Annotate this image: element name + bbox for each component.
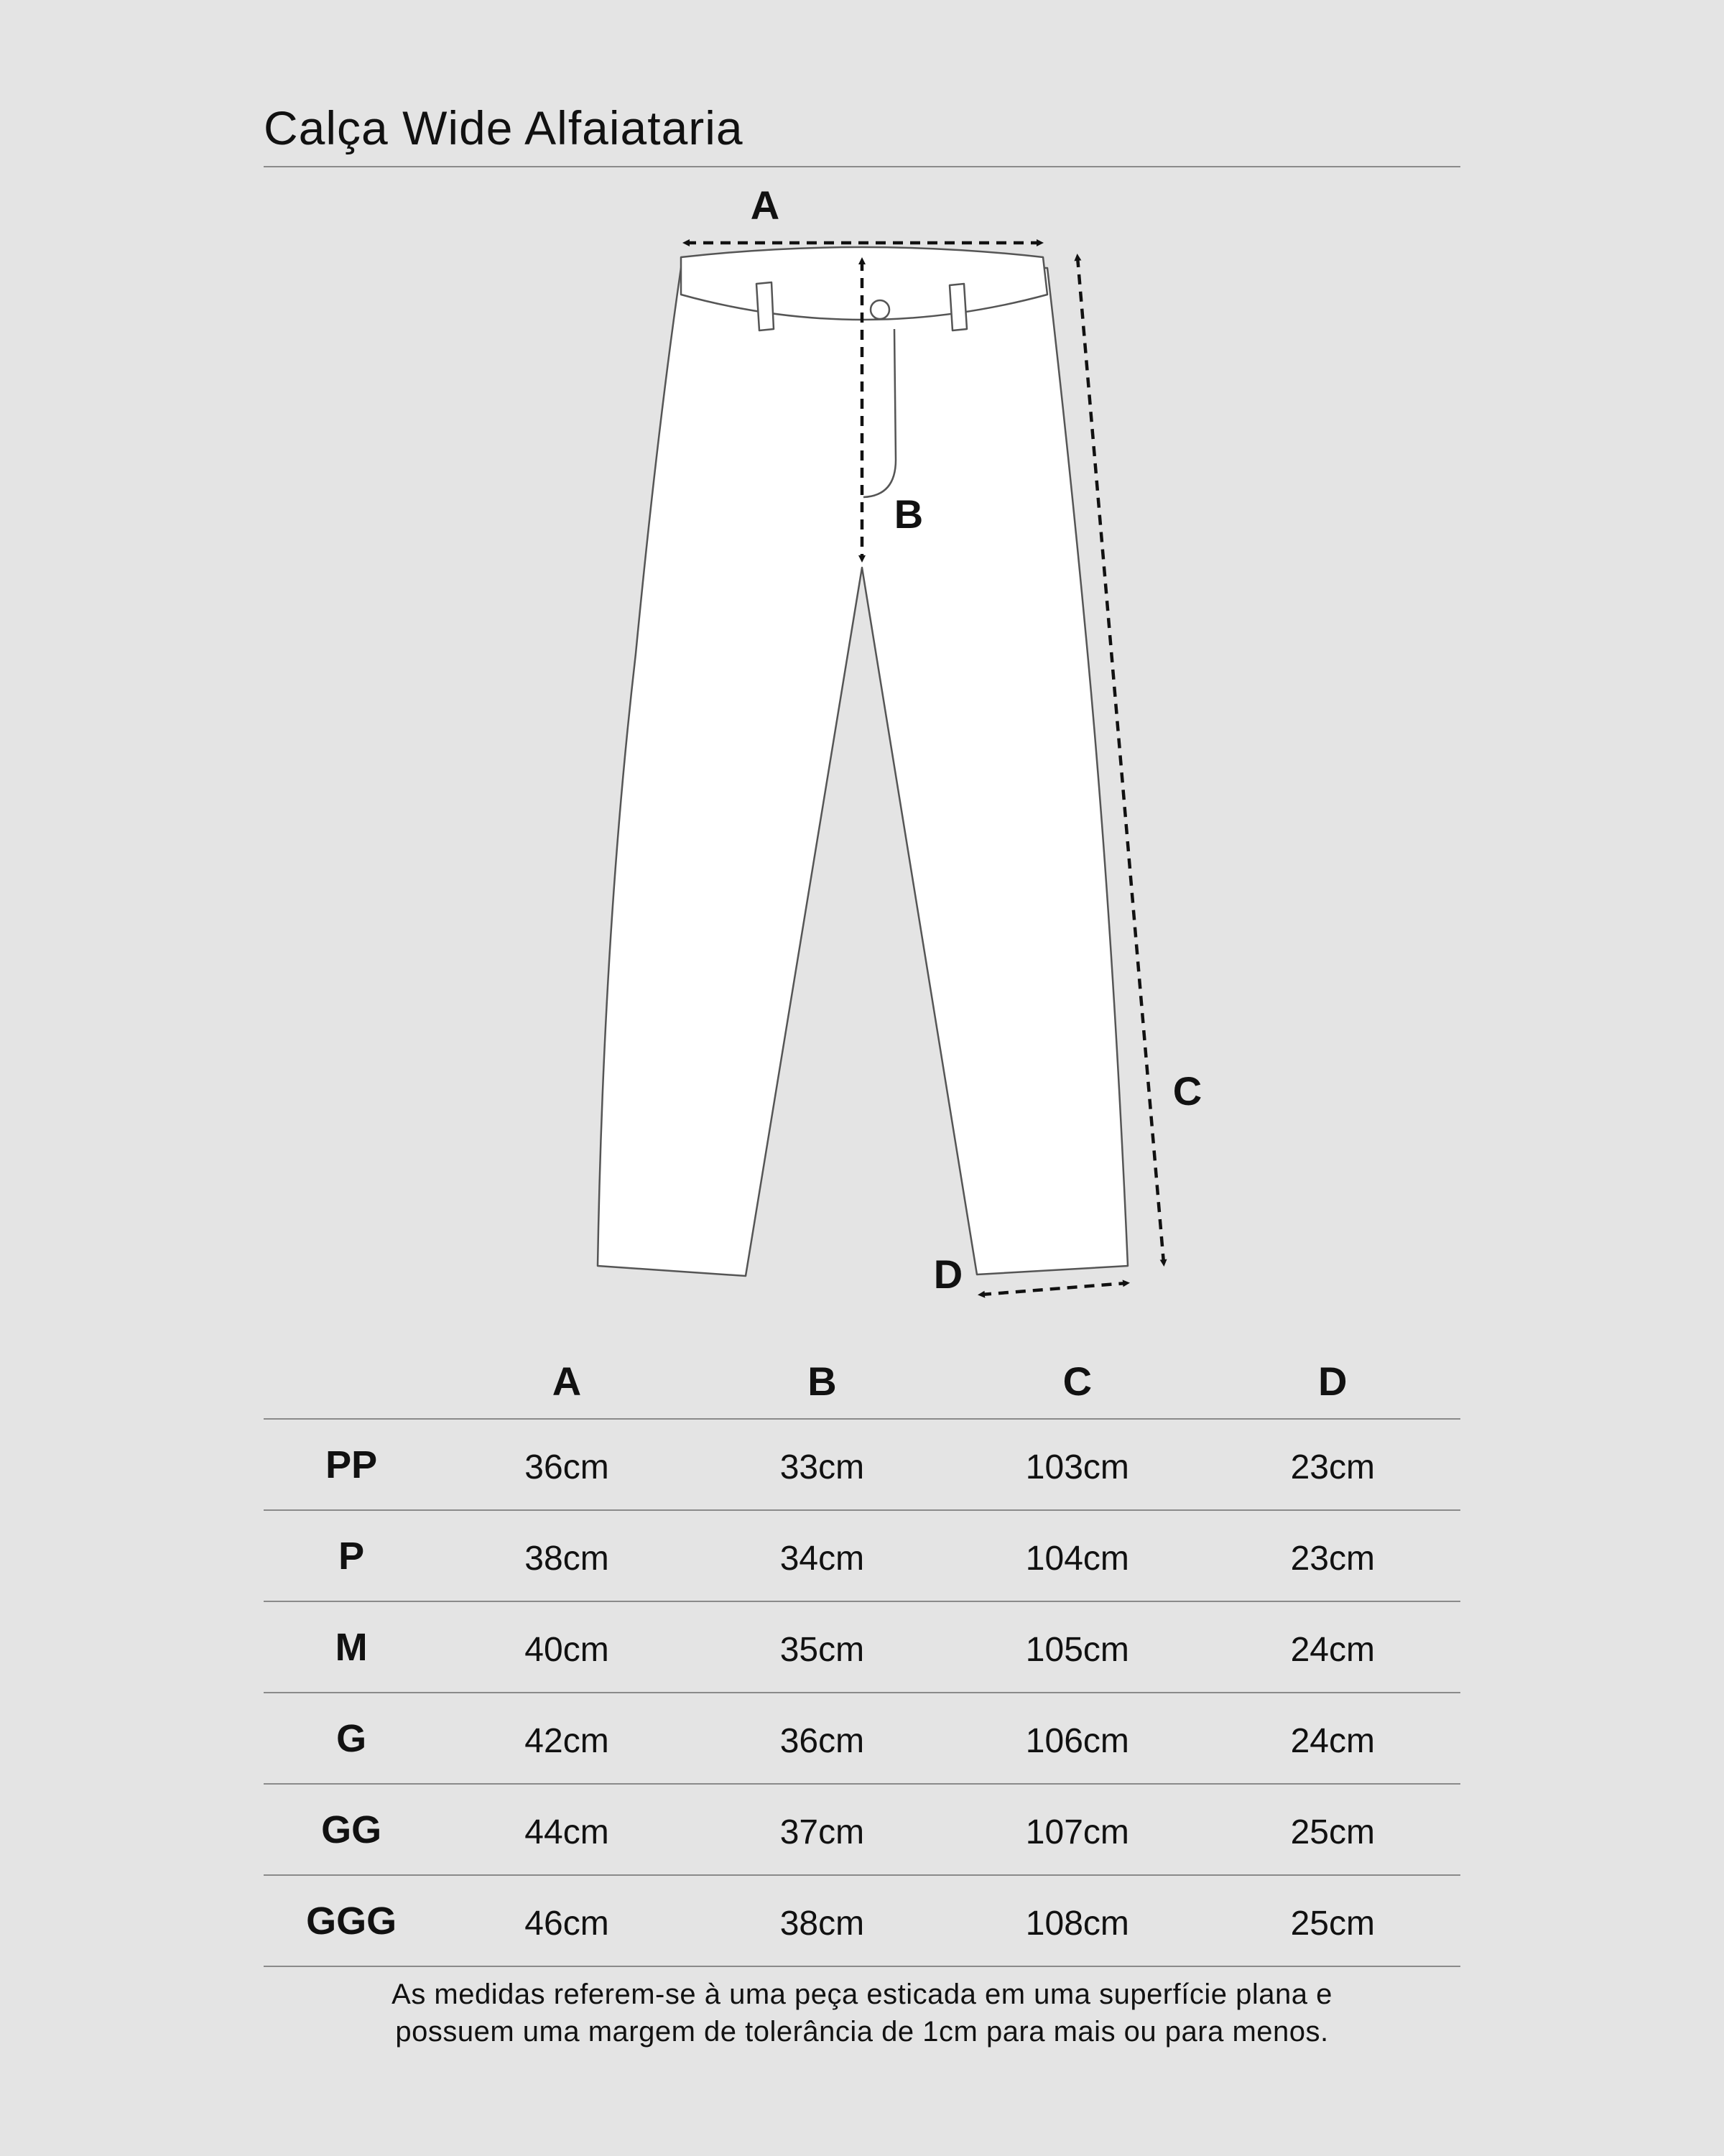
value-c: 104cm	[950, 1510, 1205, 1601]
table-row	[264, 1784, 1460, 1875]
footnote-line-2: possuem uma margem de tolerância de 1cm para mais ou para menos.	[395, 2016, 1329, 2048]
table-header-row	[264, 1343, 1460, 1419]
belt-loop-left	[756, 282, 774, 330]
value-c: 106cm	[950, 1693, 1205, 1784]
value-a: 40cm	[439, 1601, 694, 1693]
label-b: B	[894, 491, 924, 537]
value-d: 24cm	[1205, 1693, 1460, 1784]
value-c: 108cm	[950, 1875, 1205, 1966]
value-b: 38cm	[695, 1875, 950, 1966]
footnote-line-1: As medidas referem-se à uma peça esticada em uma superfície plana e	[391, 1979, 1333, 2010]
header-b: B	[695, 1343, 950, 1419]
header-size	[264, 1343, 439, 1419]
size-label: GGG	[264, 1875, 439, 1966]
size-label: M	[264, 1601, 439, 1693]
footnote	[264, 1976, 1460, 2050]
button-icon	[871, 300, 889, 319]
value-a: 46cm	[439, 1875, 694, 1966]
label-d: D	[933, 1252, 963, 1297]
arrow-d	[981, 1283, 1126, 1295]
header-d: D	[1205, 1343, 1460, 1419]
value-d: 25cm	[1205, 1875, 1460, 1966]
header-c: C	[950, 1343, 1205, 1419]
label-a: A	[750, 182, 780, 228]
page-title: Calça Wide Alfaiataria	[264, 101, 743, 154]
value-d: 25cm	[1205, 1784, 1460, 1875]
value-b: 35cm	[695, 1601, 950, 1693]
value-b: 37cm	[695, 1784, 950, 1875]
value-b: 34cm	[695, 1510, 950, 1601]
value-a: 38cm	[439, 1510, 694, 1601]
value-a: 36cm	[439, 1419, 694, 1510]
table-row	[264, 1419, 1460, 1510]
size-table	[264, 1343, 1460, 1967]
header-a: A	[439, 1343, 694, 1419]
size-label: GG	[264, 1784, 439, 1875]
value-a: 44cm	[439, 1784, 694, 1875]
value-c: 107cm	[950, 1784, 1205, 1875]
label-c: C	[1172, 1068, 1202, 1114]
value-b: 36cm	[695, 1693, 950, 1784]
belt-loop-right	[950, 284, 967, 330]
value-c: 103cm	[950, 1419, 1205, 1510]
value-d: 23cm	[1205, 1419, 1460, 1510]
value-d: 23cm	[1205, 1510, 1460, 1601]
table-row	[264, 1875, 1460, 1966]
size-label: P	[264, 1510, 439, 1601]
value-d: 24cm	[1205, 1601, 1460, 1693]
value-b: 33cm	[695, 1419, 950, 1510]
table-row	[264, 1693, 1460, 1784]
table-row	[264, 1510, 1460, 1601]
table-row	[264, 1601, 1460, 1693]
size-label: PP	[264, 1419, 439, 1510]
value-a: 42cm	[439, 1693, 694, 1784]
size-label: G	[264, 1693, 439, 1784]
value-c: 105cm	[950, 1601, 1205, 1693]
